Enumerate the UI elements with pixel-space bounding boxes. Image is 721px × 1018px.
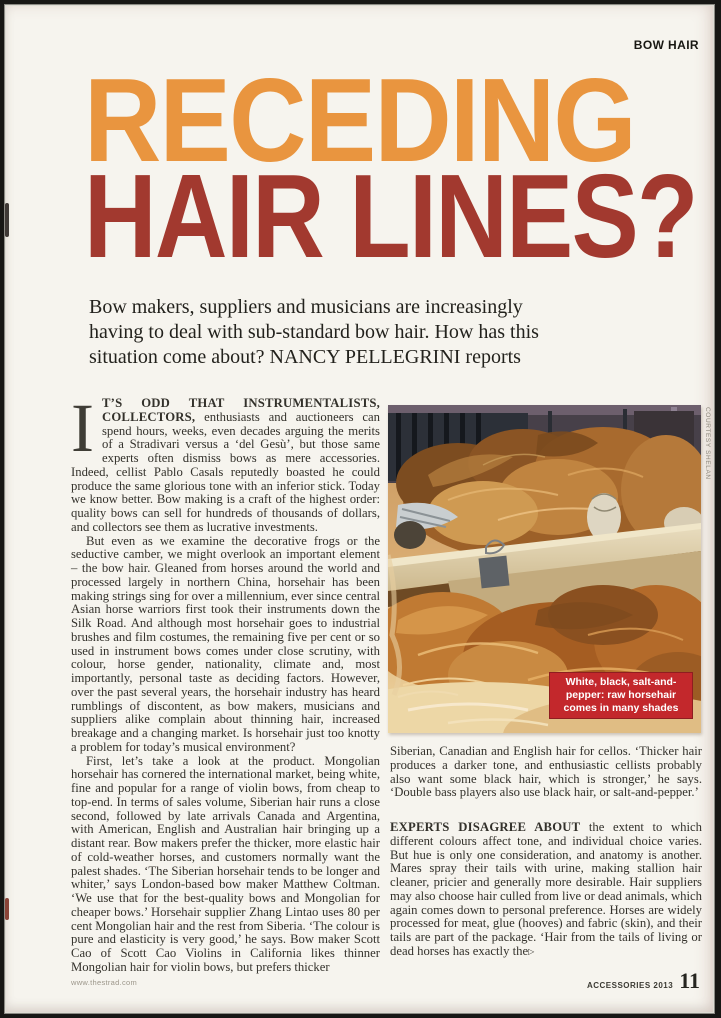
- paragraph-2: But even as we examine the decorative frogs or the seductive camber, we might overlook an important element – the bow hair. Gleaned from horses around the world and processed largely in northern China, horsehair has been making strings sing for over a millennium, ever since central Asian horse warriors first took their instruments down the Silk Road. And although most horsehair goes to industrial brushes and film costumes, the remaining five per cent or so used in instrument bows comes under close scrutiny, with colour, horse gender, nationality, climate and, most importantly, personal taste as deciding factors. However, over the past several years, the horsehair industry has heard rumblings of discontent, as bow makers, musicians and suppliers alike complain about thinning hair, increased breakage and a changing market. Is horsehair just too knotty a problem for today’s musical environment?: [71, 533, 380, 754]
- footer-issue-label: ACCESSORIES 2013: [586, 981, 674, 990]
- footer-page-number: 11: [679, 968, 700, 993]
- headline-line2-text: HAIR LINES?: [84, 150, 697, 283]
- magazine-page: [4, 4, 715, 1014]
- footer-website: www.thestrad.com: [71, 978, 138, 987]
- paragraph-spacer: [390, 800, 702, 821]
- paragraph-5-text: the extent to which different colours affect tone, and individual choice varies. But hue is only one consideration, and anatomy is another. Mares spray their tails with urine, making stallion hair cleaner, pricier and generally more desirable. Hair suppliers may also choose hair culled from live or dead animals, which again comes down to personal preference. Horses are widely processed for meat, glue (hooves) and fabric (skin), and their tails are part of the package. ‘Hair from the tails of living or dead horses has exactly the: [390, 820, 702, 958]
- section-label: BOW HAIR: [633, 38, 699, 52]
- body-column-right: [390, 745, 702, 959]
- headline-line2: [84, 150, 715, 283]
- body-column-left: [71, 390, 380, 975]
- paragraph-4: Siberian, Canadian and English hair for cellos. ‘Thicker hair produces a darker tone, and enthusiastic cellists probably also want some black hair, which is stronger,’ he says. ‘Double bass players also use black hair, or salt-and-pepper.’: [390, 744, 702, 800]
- paragraph-1-lead: T’S ODD THAT INSTRUMENTALISTS, COLLECTORS,: [101, 396, 380, 424]
- paragraph-3: First, let’s take a look at the product. Mongolian horsehair has cornered the international market, being white, fine and popular for a range of violin bows, from cheap to top-end. In terms of sales volume, Siberian hair runs a close second, followed by late arrivals Canada and Argentina, with American, English and Australian hair bringing up a distant rear. Bow makers prefer the thicker, more elastic hair of cold-weather horses, and customers normally want the palest shades. ‘The Siberian horsehair tends to be longer and whiter,’ says London-based bow maker Matthew Coltman. ‘We use that for the best-quality bows and Mongolian for cheaper bows.’ Horsehair supplier Zhang Lintao uses 80 per cent Mongolian hair and the rest from Siberia. ‘The colour is pure and elasticity is very good,’ he says. Bow maker Scott Cao of Scott Cao Violins in California likes thinner Mongolian hair for violin bows, but prefers thicker: [71, 753, 380, 974]
- continuation-arrow-icon: ▷: [528, 946, 535, 956]
- footer-folio: [587, 968, 700, 994]
- standfirst: Bow makers, suppliers and musicians are increasingly having to deal with sub-standard bow hair. How has this situation come about? NANCY PELLEGRINI reports: [89, 296, 539, 368]
- headline-line1-text: RECEDING: [84, 54, 635, 187]
- scan-artifact: [5, 898, 9, 920]
- paragraph-5: [390, 821, 702, 959]
- horsehair-photo: [388, 405, 701, 733]
- drop-cap: I: [71, 390, 94, 466]
- paragraph-1: [71, 390, 380, 535]
- photo-credit: COURTESY SHELAN: [704, 407, 711, 480]
- scan-artifact: [5, 203, 9, 237]
- paragraph-5-lead: EXPERTS DISAGREE ABOUT: [390, 820, 581, 834]
- paragraph-1-text: enthusiasts and auctioneers can spend hours, weeks, even decades arguing the merits of a Stradivari versus a ‘del Gesù’, but those same experts often dismiss bows as mere accessories. Indeed, cellist Pablo Casals reputedly boasted he could produce the same glorious tone with an inferior stick. Today we know better. Bow making is a craft of the highest order: quality bows can sell for hundreds of thousands of dollars, and collectors see them as lucrative investments.: [71, 409, 380, 534]
- photo-caption: White, black, salt-and-pepper: raw horsehair comes in many shades: [549, 672, 693, 719]
